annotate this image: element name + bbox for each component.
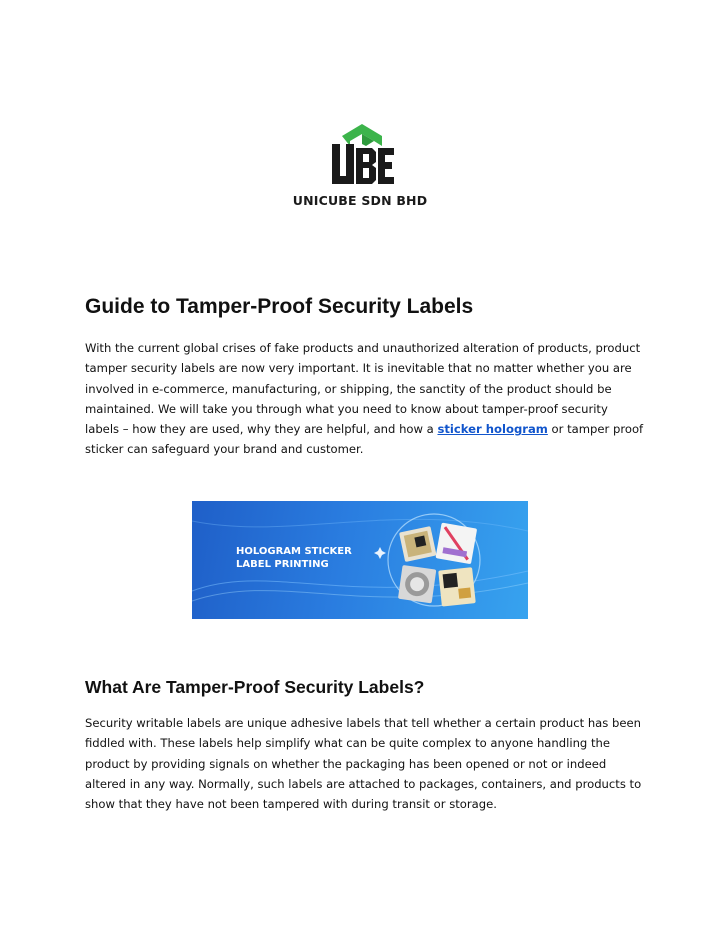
banner-heading: [236, 545, 352, 571]
intro-line-text: labels – how they are used, why they are helpful, and how a: [85, 422, 438, 437]
intro-line: [85, 419, 645, 439]
section-line: Security writable labels are unique adhesive labels that tell whether a certain product has been: [85, 716, 641, 730]
intro-line: sticker can safeguard your brand and customer.: [85, 442, 364, 457]
unicube-logo-mark-icon: [280, 120, 440, 192]
section-line: show that they have not been tampered with during transit or storage.: [85, 797, 497, 812]
page-title: Guide to Tamper-Proof Security Labels: [85, 295, 474, 318]
intro-paragraph: [85, 338, 645, 460]
section-heading: What Are Tamper-Proof Security Labels?: [85, 677, 425, 697]
intro-line: maintained. We will take you through what you need to know about tamper-proof security: [85, 401, 608, 416]
intro-line: tamper security labels are now very important. It is inevitable that no matter whether you are: [85, 361, 632, 376]
sticker-hologram-link[interactable]: sticker hologram: [437, 422, 548, 437]
section-line: fiddled with. These labels help simplify what can be quite complex to anyone handling the: [85, 736, 610, 751]
company-name: UNICUBE SDN BHD: [292, 193, 428, 208]
banner-line: HOLOGRAM STICKER: [236, 546, 352, 557]
banner-line: LABEL PRINTING: [236, 559, 329, 570]
section-paragraph: [85, 713, 645, 814]
hologram-banner-image: [192, 501, 528, 619]
company-logo: [280, 120, 440, 220]
intro-line: With the current global crises of fake products and unauthorized alteration of products, product: [85, 341, 641, 355]
intro-line-text: or tamper proof: [547, 422, 644, 437]
intro-line: involved in e-commerce, manufacturing, or shipping, the sanctity of the product should be: [85, 381, 612, 396]
section-line: altered in any way. Normally, such labels are attached to packages, containers, and products to: [85, 776, 642, 791]
section-line: product by providing signals on whether the packaging has been opened or not or indeed: [85, 756, 607, 771]
